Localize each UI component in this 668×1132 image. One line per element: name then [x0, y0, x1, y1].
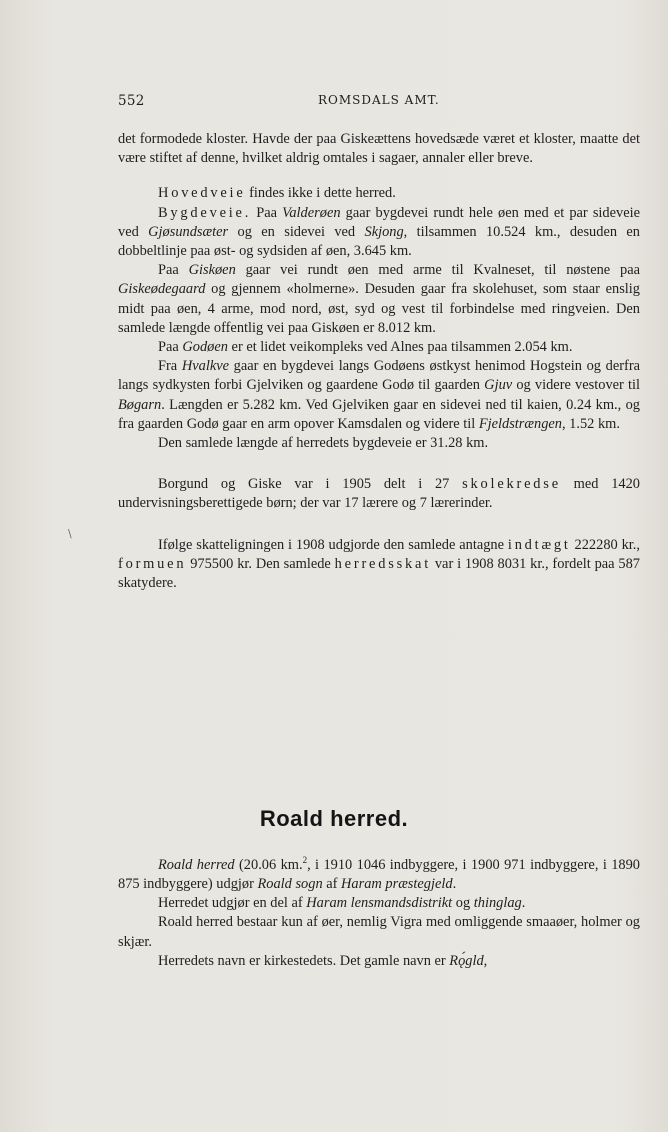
paragraph-roald-oer: Roald herred bestaar kun af øer, nemlig Vigra med omliggende smaaøer, holmer og skjær. [118, 914, 640, 950]
paragraph-roald-intro: Roald herred (20.06 km.$^2$, i 1910 1046 indbyggere, i 1900 971 indbyggere, i 1890 875 indbyggere) udgjør Roald sogn af Haram præstegjeld. [118, 855, 640, 892]
paragraph-roald-navn: Herredets navn er kirkestedets. Det gamle navn er Rǫ́gld, [158, 952, 488, 969]
paragraph-hovedveie: Hovedveie findes ikke i dette herred. [158, 185, 396, 202]
section-title: Roald herred. [259, 806, 409, 831]
roald-text [118, 851, 640, 971]
paragraph-roald-lensmand: Herredet udgjør en del af Haram lensmandsdistrikt og thinglag. [158, 895, 526, 912]
main-text [118, 130, 640, 593]
paragraph-bygdeveie: Bygdeveie. Paa Valderøen gaar bygdevei rundt hele øen med et par sideveie ved Gjøsundsæter og en sidevei ved Skjong, tilsammen 10.524 km., desuden en dobbeltlinje paa øst- og sydsiden af øen, 3.645 km. [118, 204, 640, 260]
paragraph-hvalkve: Fra Hvalkve gaar en bygdevei langs Godøens østkyst henimod Hogstein og derfra langs sydkysten forbi Gjelviken og gaardene Godø til gaarden Gjuv og videre vestover til Bøgarn. Længden er 5.282 km. Ved Gjelviken gaar en sidevei ned til kaien, 0.24 km., og fra gaarden Godø gaar en arm opover Kamsdalen og videre til Fjeldstrængen, 1.52 km. [118, 358, 641, 432]
paragraph-kloster: det formodede kloster. Havde der paa Giskeættens hovedsæde været et kloster, maatte det være stiftet af denne, hvilket aldrig omtales i sagaer, annaler eller breve. [118, 131, 640, 167]
paragraph-giskoen: Paa Giskøen gaar vei rundt øen med arme til Kvalneset, til nøstene paa Giskeødegaard og gjennem «holmerne». Desuden gaar fra skolehuset, som staar enslig midt paa øen, 4 arme, mod nord, øst, syd og vest til forbindelse med ringveien. Den samlede længde offentlig vei paa Giskøen er 8.012 km. [118, 262, 640, 336]
page-number: 552 [118, 93, 145, 109]
paragraph-skat: Ifølge skatteligningen i 1908 udgjorde den samlede antagne indtægt 222280 kr., formuen 975500 kr. Den samlede herredsskat var i 1908 8031 kr., fordelt paa 587 skatydere. [118, 536, 640, 592]
paragraph-samlede: Den samlede længde af herredets bygdeveie er 31.28 km. [158, 435, 489, 452]
margin-mark: \ [68, 527, 72, 540]
paragraph-skolekredse: Borgund og Giske var i 1905 delt i 27 skolekredse med 1420 undervisningsberettigede børn; der var 17 lærere og 7 lærerinder. [118, 476, 640, 512]
paragraph-godoen: Paa Godøen er et lidet veikompleks ved Alnes paa tilsammen 2.054 km. [158, 339, 573, 356]
running-title: ROMSDALS AMT. [318, 93, 440, 107]
